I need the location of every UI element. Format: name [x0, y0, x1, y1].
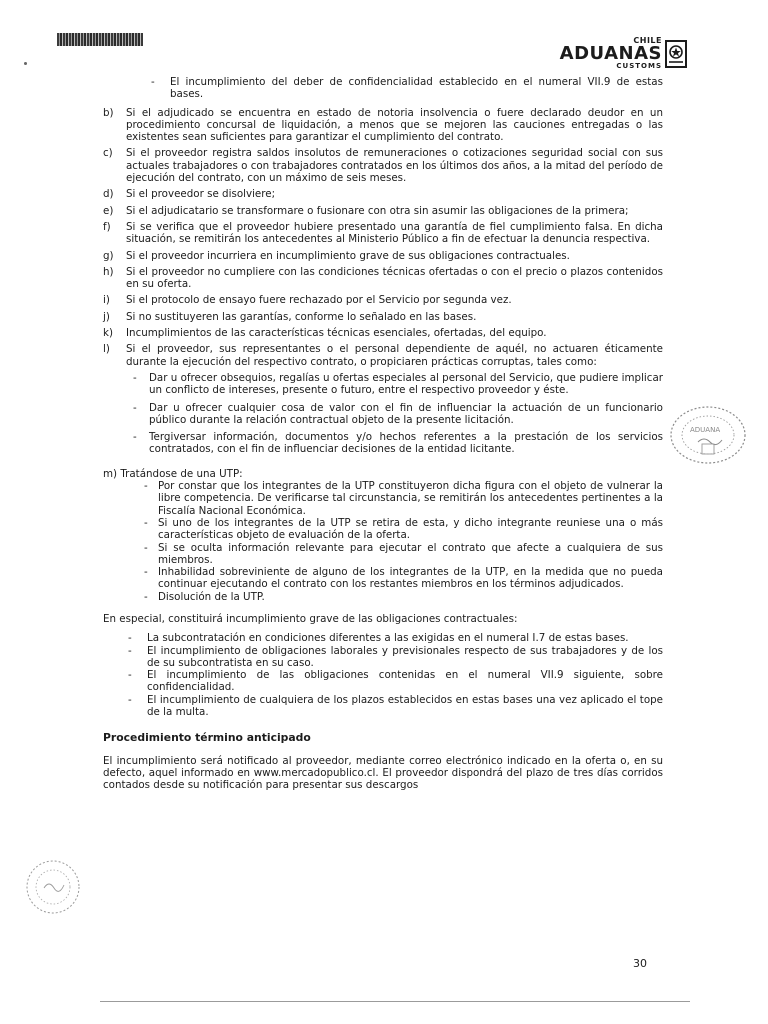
item-label: i): [103, 294, 110, 307]
section-paragraph: El incumplimiento será notificado al proveedor, mediante correo electrónico indicado en la oferta o, en su defecto, aquel informado en www.mercadopublico.cl. El proveedor dispondrá del plazo de tres días corridos contados desde su notificación para presentar sus descargos: [103, 754, 663, 792]
scan-dot: [24, 62, 27, 65]
item-label: k): [103, 327, 113, 340]
bullet-text: El incumplimiento de las obligaciones contenidas en el numeral VII.9 siguiente, sobre confidencialidad.: [147, 669, 663, 694]
bullet-dash: -: [133, 371, 137, 384]
bullet-text: El incumplimiento de cualquiera de los plazos establecidos en estas bases una vez aplicado el tope de la multa.: [147, 693, 663, 719]
list-item-k: [103, 327, 663, 339]
list-item: [148, 76, 663, 101]
list-item-d: [103, 188, 663, 200]
page-number: 30: [633, 957, 647, 970]
bullet-dash: -: [128, 632, 132, 645]
sub-list-item: [142, 542, 663, 567]
item-text: Si el adjudicatario se transformare o fusionare con otra sin asumir las obligaciones de la primera;: [126, 204, 629, 217]
sub-list-item: [127, 431, 663, 456]
item-text: Si se verifica que el proveedor hubiere presentado una garantía de fiel cumplimiento falsa. En dicha situación, se remitirán los antecedentes al Ministerio Público a fin de efectuar la denuncia respectiva.: [126, 220, 663, 246]
list-item-i: [103, 294, 663, 306]
stamp-text: ADUANA: [690, 426, 721, 434]
list-item-g: [103, 250, 663, 262]
sub-list-item: [142, 591, 663, 603]
item-label: j): [103, 310, 110, 323]
list-item: [125, 669, 663, 694]
item-text: Si el proveedor incurriera en incumplimiento grave de sus obligaciones contractuales.: [126, 249, 570, 262]
list-item-c: [103, 147, 663, 184]
item-text: Si el proveedor se disolviere;: [126, 188, 276, 201]
list-item: [125, 694, 663, 719]
official-stamp-icon: [668, 404, 748, 466]
bullet-text: Si se oculta información relevante para ejecutar el contrato que afecte a cualquiera de sus miembros.: [158, 541, 663, 566]
bullet-dash: -: [144, 516, 148, 529]
item-label: f): [103, 220, 111, 233]
grave-breach-intro: En especial, constituirá incumplimiento grave de las obligaciones contractuales:: [103, 612, 518, 625]
sub-list-item: [142, 480, 663, 517]
bullet-text: Inhabilidad sobreviniente de alguno de los integrantes de la UTP, en la medida que no pueda continuar ejecutando el contrato con los restantes miembros en los términos adjudicados.: [158, 566, 663, 591]
list-item: [125, 632, 663, 644]
sub-list-item: [142, 566, 663, 591]
section-heading: Procedimiento término anticipado: [103, 731, 311, 745]
bullet-dash: -: [133, 431, 137, 444]
item-label: d): [103, 188, 114, 201]
item-text: Incumplimientos de las características técnicas esenciales, ofertadas, del equipo.: [126, 327, 547, 340]
item-text: Tratándose de una UTP:: [120, 467, 243, 480]
bullet-dash: -: [144, 480, 148, 493]
item-label: m): [103, 467, 118, 480]
item-text: Si el proveedor no cumpliere con las condiciones técnicas ofertadas o con el precio o plazos contenidos en su oferta.: [126, 265, 663, 291]
shield-emblem-icon: [665, 40, 687, 68]
list-item-l: [103, 343, 663, 368]
list-item-f: [103, 221, 663, 246]
item-text: Si no sustituyeren las garantías, conforme lo señalado en las bases.: [126, 310, 477, 323]
bullet-dash: -: [128, 644, 132, 657]
bullet-dash: -: [128, 669, 132, 682]
bullet-text: Si uno de los integrantes de la UTP se retira de esta, y dicho integrante reuniese una o más características objeto de evaluación de la oferta.: [158, 516, 663, 542]
item-label: c): [103, 147, 113, 160]
logo-name: ADUANAS: [559, 43, 662, 64]
item-text: Si el adjudicado se encuentra en estado de notoria insolvencia o fuere declarado deudor en un procedimiento concursal de liquidación, a menos que se mejoren las cauciones entregadas o las existentes sean suficientes para garantizar el cumplimiento del contrato.: [126, 106, 663, 144]
page-bottom-rule: [100, 1001, 690, 1002]
sub-list-item: [127, 372, 663, 397]
list-item-h: [103, 266, 663, 291]
document-body: [103, 76, 663, 799]
list-item: [125, 645, 663, 670]
sub-list-item: [142, 517, 663, 542]
bullet-text: La subcontratación en condiciones diferentes a las exigidas en el numeral I.7 de estas bases.: [147, 632, 629, 645]
bullet-text: Por constar que los integrantes de la UTP constituyeron dicha figura con el objeto de vulnerar la libre competencia. De verificarse tal circunstancia, se remitirán los antecedentes pertinentes a la Fiscalía Nacional Económica.: [158, 480, 663, 517]
bullet-text: Disolución de la UTP.: [158, 590, 265, 603]
scan-corner-mark: [57, 33, 143, 46]
bullet-text: El incumplimiento del deber de confidencialidad establecido en el numeral VII.9 de estas bases.: [170, 76, 663, 101]
list-item-j: [103, 311, 663, 323]
logo-country: CHILE: [633, 36, 662, 45]
bullet-dash: -: [128, 693, 132, 706]
grave-breach-list: [103, 632, 663, 718]
termination-causes-list: [103, 107, 663, 603]
list-item-b: [103, 107, 663, 144]
bullet-dash: -: [133, 401, 137, 414]
item-label: b): [103, 106, 114, 119]
bullet-dash: -: [144, 590, 148, 603]
bullet-text: El incumplimiento de obligaciones laborales y previsionales respecto de sus trabajadores y de los de su subcontratista en su caso.: [147, 644, 663, 669]
bullet-dash: -: [144, 541, 148, 554]
list-item-e: [103, 205, 663, 217]
bullet-text: Tergiversar información, documentos y/o hechos referentes a la prestación de los servicios contratados, con el fin de influenciar decisiones de la entidad licitante.: [149, 431, 663, 456]
aduanas-logo: [535, 36, 695, 74]
item-label: e): [103, 204, 114, 217]
logo-sub: CUSTOMS: [616, 62, 662, 70]
item-text: Si el proveedor registra saldos insolutos de remuneraciones o cotizaciones seguridad social con sus actuales trabajadores o con trabajadores contratados en los últimos dos años, a la mitad del período de ejecución del contrato, con un máximo de seis meses.: [126, 147, 663, 185]
utp-block: [103, 468, 663, 603]
item-text: Si el protocolo de ensayo fuere rechazado por el Servicio por segunda vez.: [126, 294, 512, 307]
item-label: l): [103, 343, 110, 356]
bullet-dash: -: [144, 566, 148, 579]
bullet-text: Dar u ofrecer cualquier cosa de valor con el fin de influenciar la actuación de un funcionario público durante la relación contractual objeto de la presente licitación.: [149, 401, 663, 426]
item-m-heading: [103, 468, 663, 480]
logo-wordmark: [560, 36, 662, 70]
item-label: h): [103, 265, 114, 278]
sub-list-item: [127, 402, 663, 427]
official-stamp-icon: [24, 858, 82, 916]
bullet-text: Dar u ofrecer obsequios, regalías u ofertas especiales al personal del Servicio, que pudiere implicar un conflicto de intereses, presente o futuro, entre el respectivo proveedor y éste.: [149, 371, 663, 397]
item-label: g): [103, 249, 114, 262]
item-text: Si el proveedor, sus representantes o el personal dependiente de aquél, no actuaren éticamente durante la ejecución del respectivo contrato, o propiciaren prácticas corruptas, tales como:: [126, 343, 663, 368]
bullet-dash: -: [151, 76, 155, 88]
